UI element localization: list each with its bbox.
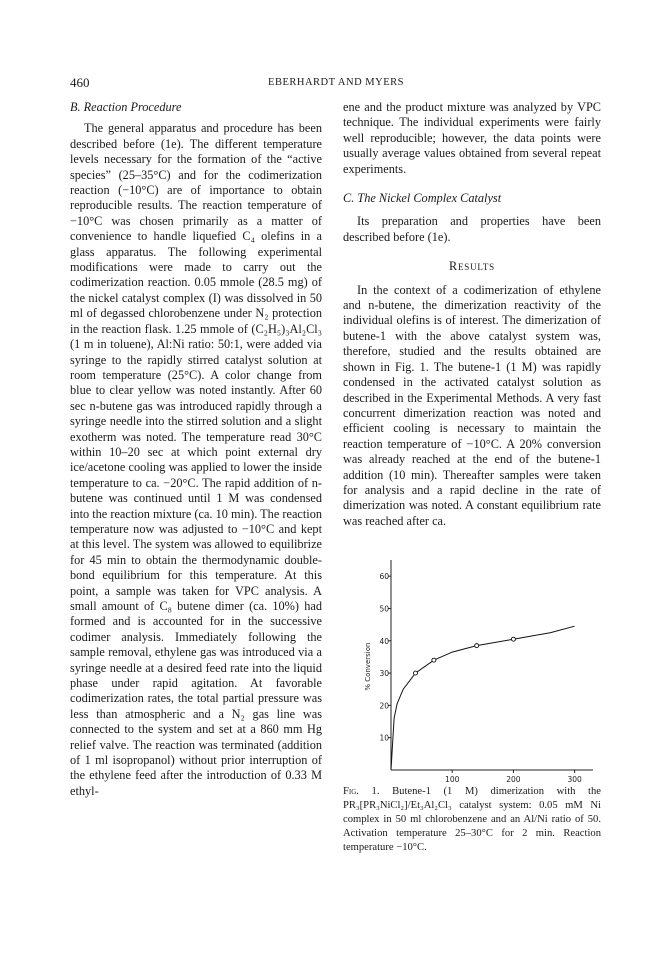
continuation-paragraph: ene and the product mixture was analyzed by VPC technique. The individual experiments were fairly well reproducible; however, the data points were usually average values obtained from several repeat experiments. xyxy=(343,100,601,176)
data-point xyxy=(413,671,417,675)
caption-label: Fig. 1. xyxy=(343,786,380,797)
y-tick-label: 30 xyxy=(379,669,389,679)
results-heading: Results xyxy=(449,259,495,274)
y-tick-label: 40 xyxy=(379,636,389,646)
caption-text: Butene-1 (1 M) dimerization with the PR₃[PR₃NiCl₂]/Et₃Al₂Cl₃ catalyst system: 0.05 mM Ni complex in 50 ml chlorobenzene and an Al/Ni ratio of 50. Activation temperature 25–30°C for 2 min. Reaction temperature −10°C. xyxy=(343,786,601,853)
data-point xyxy=(432,658,436,662)
x-tick-label: 100 xyxy=(445,775,460,784)
y-tick-label: 60 xyxy=(379,572,389,582)
y-axis-label: % Conversion xyxy=(364,642,372,691)
figure-caption xyxy=(343,785,601,855)
running-title: EBERHARDT AND MYERS xyxy=(268,77,404,88)
section-b-title: B. Reaction Procedure xyxy=(70,100,182,114)
series-line xyxy=(391,626,575,770)
section-c-title: C. The Nickel Complex Catalyst xyxy=(343,191,502,206)
page-number: 460 xyxy=(70,75,90,90)
right-column xyxy=(343,100,601,529)
data-point xyxy=(475,644,479,648)
figure-1 xyxy=(343,552,601,784)
x-tick-label: 300 xyxy=(567,775,582,784)
y-tick-label: 10 xyxy=(379,733,389,743)
left-column xyxy=(70,100,322,799)
page-header xyxy=(70,75,602,91)
conversion-chart xyxy=(343,552,601,787)
x-tick-label: 200 xyxy=(506,775,521,784)
section-c-paragraph: Its preparation and properties have been described before (1e). xyxy=(343,214,601,244)
y-tick-label: 50 xyxy=(379,604,389,614)
data-point xyxy=(511,637,515,641)
results-paragraph: In the context of a codimerization of ethylene and n-butene, the dimerization reactivity of the individual olefins is of interest. The dimerization of butene-1 with the above catalyst system was, therefore, studied and the results obtained are shown in Fig. 1. The butene-1 (1 M) was rapidly condensed in the activated catalyst solution as described in the Experimental Methods. A very fast concurrent dimerization reaction was noted and efficient cooling is necessary to maintain the reaction temperature of −10°C. A 20% conversion was already reached at the end of the butene-1 addition (10 min). Thereafter samples were taken for analysis and a rapid decline in the rate of dimerization was noted. A constant equilibrium rate was reached after ca. xyxy=(343,282,601,528)
reaction-procedure-paragraph: The general apparatus and procedure has been described before (1e). The different temperature levels necessary for the formation of the “active species” (25–35°C) and for the codimerization reaction (−10°C) are of importance to obtain reproducible results. The reaction temperature of −10°C was chosen primarily as a matter of convenience to handle liquefied C₄ olefins in a glass apparatus. The following experimental modifications were made to carry out the codimerization reaction. 0.05 mmole (28.5 mg) of the nickel catalyst complex (I) was dissolved in 50 ml of degassed chlorobenzene under N₂ protection in the reaction flask. 1.25 mmole of (C₂H₅)₃Al₂Cl₃ (1 m in toluene), Al:Ni ratio: 50:1, were added via syringe to the rapidly stirred catalyst solution at room temperature (25°C). A color change from blue to clear yellow was noted instantly. After 60 sec n-butene gas was introduced rapidly through a syringe needle into the stirred solution and a slight exotherm was noted. The temperature read 30°C within 10–20 sec at which point external dry ice/acetone cooling was applied to lower the inside temperature to ca. −20°C. The rapid addition of n-butene was continued until 1 M was condensed into the reaction mixture (ca. 10 min). The reaction temperature now was adjusted to −10°C and kept at this level. The system was allowed to equilibrize for 45 min to obtain the thermodynamic double-bond equilibrium for this temperature. At this point, a sample was taken for VPC analysis. A small amount of C₈ butene dimer (ca. 10%) had formed and is accounted for in the successive codimer analysis. Immediately following the sample removal, ethylene gas was introduced via a syringe needle at a desired feed rate into the liquid phase under rapid agitation. At favorable codimerization rates, the total partial pressure was less than atmospheric and a N₂ gas line was connected to the system and set at a 860 mm Hg relief valve. The reaction was terminated (addition of 1 ml isopropanol) without prior interruption of the ethylene feed after the introduction of 0.33 M ethyl- xyxy=(70,121,322,798)
y-tick-label: 20 xyxy=(379,701,389,711)
